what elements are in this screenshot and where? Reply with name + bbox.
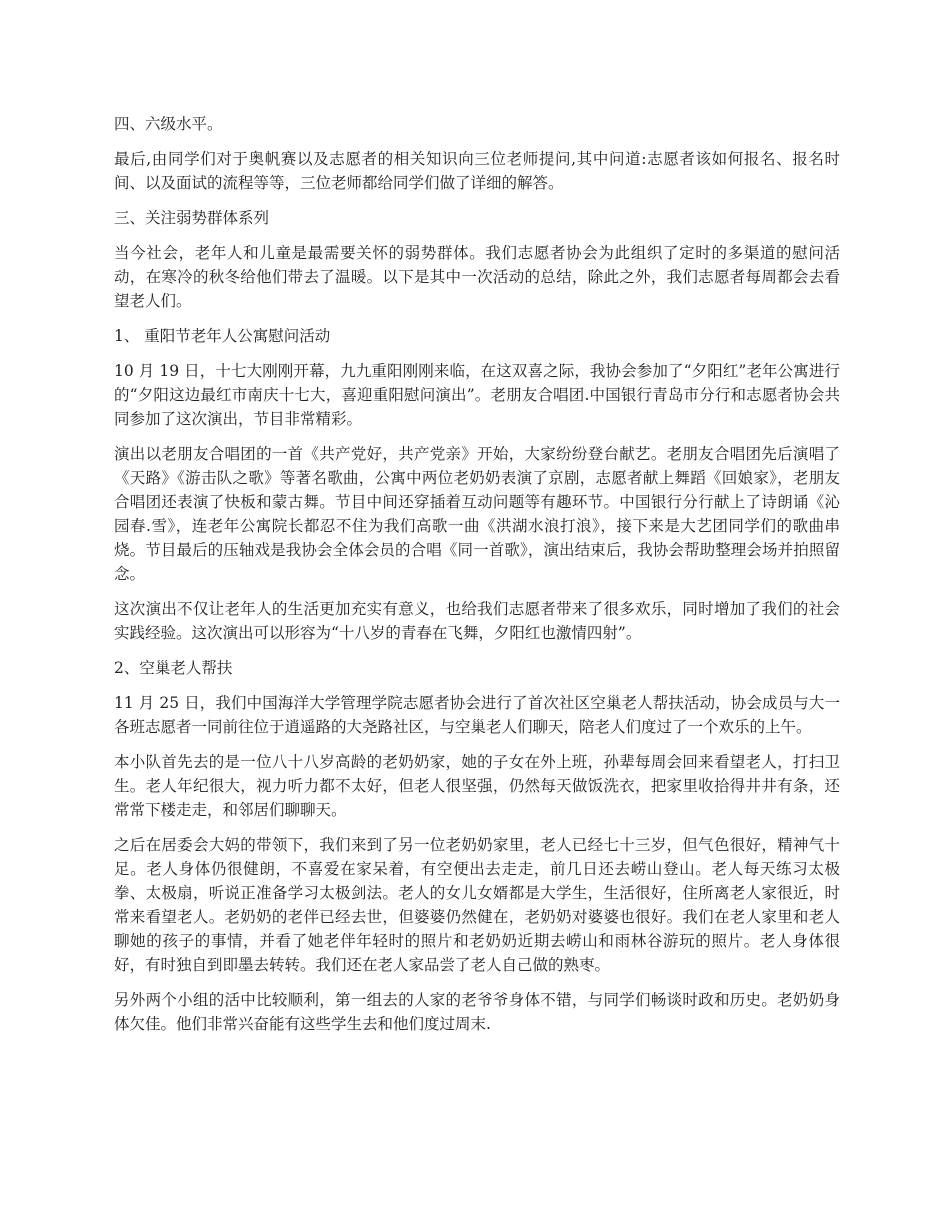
paragraph-performance-program: 演出以老朋友合唱团的一首《共产党好，共产党亲》开始，大家纷纷登台献艺。老朋友合唱团先后演唱了《天路》《游击队之歌》等著名歌曲，公寓中两位老奶奶表演了京剧，志愿者献上舞蹈《回娘家》，老朋友合唱团还表演了快板和蒙古舞。节目中间还穿插着互动问题等有趣环节。中国银行分行献上了诗朗诵《沁园春.雪》，连老年公寓院长都忍不住为我们高歌一曲《洪湖水浪打浪》，接下来是大艺团同学们的歌曲串烧。节目最后的压轴戏是我协会全体会员的合唱《同一首歌》，演出结束后，我协会帮助整理会场并拍照留念。	[114, 445, 840, 583]
subheading-empty-nest-support: 2、空巢老人帮扶	[114, 659, 233, 677]
paragraph-performance-summary: 这次演出不仅让老年人的生活更加充实有意义，也给我们志愿者带来了很多欢乐，同时增加了我们的社会实践经验。这次演出可以形容为“十八岁的青春在飞舞，夕阳红也激情四射”。	[114, 600, 840, 642]
paragraph-first-visit: 本小队首先去的是一位八十八岁高龄的老奶奶家，她的子女在外上班，孙辈每周会回来看望老人，打扫卫生。老人年纪很大，视力听力都不太好，但老人很坚强，仍然每天做饭洗衣，把家里收拾得井井有条，还常常下楼走走，和邻居们聊聊天。	[114, 753, 840, 819]
subheading-double-ninth-visit: 1、 重阳节老年人公寓慰问活动	[114, 327, 331, 345]
paragraph-performance-overview: 10 月 19 日，十七大刚刚开幕，九九重阳刚刚来临，在这双喜之际，我协会参加了“夕阳红”老年公寓进行的“夕阳这边最红市南庆十七大，喜迎重阳慰问演出”。老朋友合唱团.中国银行青岛市分行和志愿者协会共同参加了这次演出，节目非常精彩。	[114, 362, 840, 428]
paragraph-level-note: 四、六级水平。	[114, 115, 223, 133]
section-heading-vulnerable-groups: 三、关注弱势群体系列	[114, 209, 270, 227]
document-page	[114, 112, 840, 1047]
paragraph-empty-nest-intro: 11 月 25 日，我们中国海洋大学管理学院志愿者协会进行了首次社区空巢老人帮扶活动，协会成员与大一各班志愿者一同前往位于逍遥路的大尧路社区，与空巢老人们聊天，陪老人们度过了一个欢乐的上午。	[114, 694, 840, 736]
paragraph-volunteer-qa: 最后,由同学们对于奥帆赛以及志愿者的相关知识向三位老师提问,其中问道:志愿者该如何报名、报名时间、以及面试的流程等等，三位老师都给同学们做了详细的解答。	[114, 150, 840, 192]
paragraph-second-visit: 之后在居委会大妈的带领下，我们来到了另一位老奶奶家里，老人已经七十三岁，但气色很好，精神气十足。老人身体仍很健朗，不喜爱在家呆着，有空便出去走走，前几日还去崂山登山。老人每天练习太极拳、太极扇，听说正准备学习太极剑法。老人的女儿女婿都是大学生，生活很好，住所离老人家很近，时常来看望老人。老奶奶的老伴已经去世，但婆婆仍然健在，老奶奶对婆婆也很好。我们在老人家里和老人聊她的孩子的事情，并看了她老伴年轻时的照片和老奶奶近期去崂山和雨林谷游玩的照片。老人身体很好，有时独自到即墨去转转。我们还在老人家品尝了老人自己做的熟枣。	[114, 836, 840, 974]
paragraph-other-groups: 另外两个小组的活中比较顺利，第一组去的人家的老爷爷身体不错，与同学们畅谈时政和历史。老奶奶身体欠佳。他们非常兴奋能有这些学生去和他们度过周末.	[114, 991, 840, 1033]
paragraph-intro-vulnerable-groups: 当今社会，老年人和儿童是最需要关怀的弱势群体。我们志愿者协会为此组织了定时的多渠道的慰问活动，在寒冷的秋冬给他们带去了温暖。以下是其中一次活动的总结，除此之外，我们志愿者每周都会去看望老人们。	[114, 244, 840, 310]
